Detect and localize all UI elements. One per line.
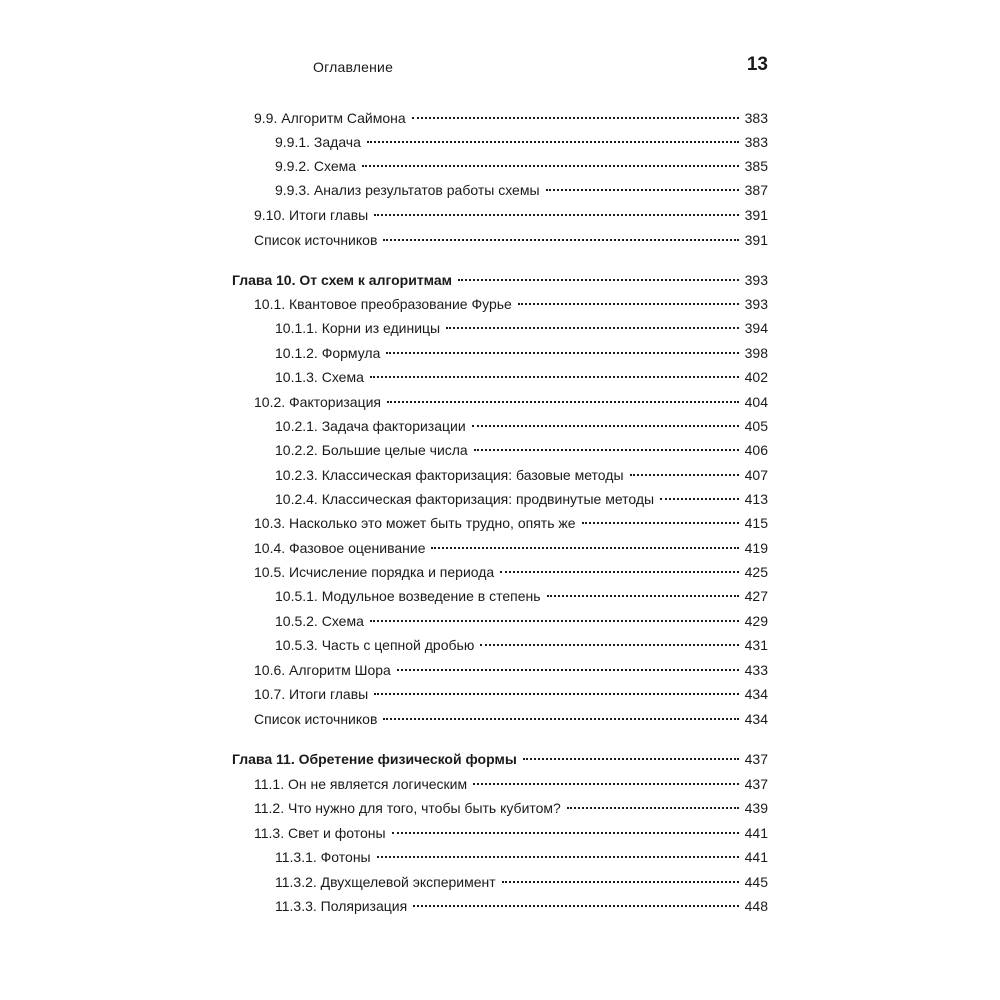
toc-entry-label: 10.1.3. Схема bbox=[275, 369, 364, 385]
dot-leader bbox=[474, 449, 739, 451]
dot-leader bbox=[458, 279, 739, 281]
dot-leader bbox=[412, 117, 739, 119]
toc-entry-page: 437 bbox=[744, 776, 768, 792]
toc-entry-label: 10.5.1. Модульное возведение в степень bbox=[275, 588, 541, 604]
toc-entry bbox=[254, 684, 768, 704]
dot-leader bbox=[383, 239, 738, 241]
dot-leader bbox=[660, 498, 739, 500]
toc-entry-page: 433 bbox=[744, 662, 768, 678]
toc-entry bbox=[254, 108, 768, 128]
toc-entry-label: Список источников bbox=[254, 232, 378, 248]
toc-entry-page: 398 bbox=[744, 345, 768, 361]
toc-entry bbox=[254, 513, 768, 533]
dot-leader bbox=[377, 856, 739, 858]
toc-entry bbox=[275, 635, 768, 655]
toc-entry-page: 391 bbox=[744, 232, 768, 248]
toc-entry-label: 11.3.2. Двухщелевой эксперимент bbox=[275, 874, 496, 890]
toc-entry-label: 11.3.1. Фотоны bbox=[275, 849, 371, 865]
toc-entry-label: 10.5.2. Схема bbox=[275, 613, 364, 629]
dot-leader bbox=[630, 474, 739, 476]
toc-entry bbox=[275, 440, 768, 460]
toc-entry bbox=[275, 847, 768, 867]
toc-entry-page: 413 bbox=[744, 491, 768, 507]
toc-entry bbox=[254, 294, 768, 314]
toc-entry-page: 383 bbox=[744, 110, 768, 126]
dot-leader bbox=[546, 189, 739, 191]
toc-entry-page: 441 bbox=[744, 849, 768, 865]
dot-leader bbox=[582, 522, 739, 524]
toc-entry bbox=[275, 156, 768, 176]
dot-leader bbox=[472, 425, 739, 427]
dot-leader bbox=[370, 376, 739, 378]
toc-entry-label: 9.9.1. Задача bbox=[275, 134, 361, 150]
dot-leader bbox=[567, 807, 739, 809]
toc-entry-page: 427 bbox=[744, 588, 768, 604]
toc-entry-page: 404 bbox=[744, 394, 768, 410]
dot-leader bbox=[367, 141, 739, 143]
toc-entry bbox=[275, 318, 768, 338]
toc-entry bbox=[254, 823, 768, 843]
toc-entry bbox=[275, 896, 768, 916]
toc-entry-page: 441 bbox=[744, 825, 768, 841]
toc-entry-page: 391 bbox=[744, 207, 768, 223]
toc-entry-label: 10.1.1. Корни из единицы bbox=[275, 320, 441, 336]
page-number: 13 bbox=[746, 54, 768, 75]
toc-chapter-entry bbox=[232, 270, 768, 290]
toc-entry bbox=[275, 416, 768, 436]
toc-entry-page: 407 bbox=[744, 467, 768, 483]
toc-entry-page: 406 bbox=[744, 442, 768, 458]
dot-leader bbox=[374, 693, 738, 695]
toc-entry-page: 425 bbox=[744, 564, 768, 580]
dot-leader bbox=[397, 669, 739, 671]
toc-entry-label: Список источников bbox=[254, 711, 378, 727]
dot-leader bbox=[473, 783, 739, 785]
toc-entry-label: 10.6. Алгоритм Шора bbox=[254, 662, 391, 678]
toc-entry-page: 448 bbox=[744, 898, 768, 914]
toc-entry-page: 415 bbox=[744, 515, 768, 531]
toc-entry-label: 10.2.4. Классическая факторизация: продвинутые методы bbox=[275, 491, 655, 507]
toc-entry bbox=[254, 798, 768, 818]
toc-entry-page: 405 bbox=[744, 418, 768, 434]
toc-entry-label: 9.9.2. Схема bbox=[275, 158, 357, 174]
toc-entry-page: 431 bbox=[744, 637, 768, 653]
toc-entry-label: 10.1. Квантовое преобразование Фурье bbox=[254, 296, 512, 312]
dot-leader bbox=[387, 401, 739, 403]
toc-entry bbox=[254, 660, 768, 680]
toc-entry-page: 393 bbox=[744, 296, 768, 312]
toc-entry-page: 387 bbox=[744, 182, 768, 198]
toc-entry-page: 402 bbox=[744, 369, 768, 385]
toc-entry-page: 439 bbox=[744, 800, 768, 816]
toc-entry bbox=[275, 180, 768, 200]
toc-entry-label: 10.5. Исчисление порядка и периода bbox=[254, 564, 495, 580]
toc-entry-label: 10.2.3. Классическая факторизация: базовые методы bbox=[275, 467, 624, 483]
toc-entry-page: 393 bbox=[744, 272, 768, 288]
toc-entry-label: Глава 11. Обретение физической формы bbox=[232, 751, 517, 767]
toc-entry bbox=[275, 611, 768, 631]
toc-entry bbox=[275, 872, 768, 892]
toc-entry-label: 10.3. Насколько это может быть трудно, опять же bbox=[254, 515, 576, 531]
toc-entry-label: 10.1.2. Формула bbox=[275, 345, 381, 361]
toc-entry-label: 9.9. Алгоритм Саймона bbox=[254, 110, 406, 126]
toc-entry bbox=[275, 367, 768, 387]
dot-leader bbox=[431, 547, 738, 549]
running-header-title: Оглавление bbox=[313, 59, 394, 75]
toc-entry bbox=[254, 709, 768, 729]
dot-leader bbox=[392, 832, 739, 834]
toc-entry-page: 437 bbox=[744, 751, 768, 767]
toc-entry-page: 394 bbox=[744, 320, 768, 336]
dot-leader bbox=[362, 165, 739, 167]
toc-entry-label: 11.2. Что нужно для того, чтобы быть кубитом? bbox=[254, 800, 561, 816]
toc-entry-label: 10.2.2. Большие целые числа bbox=[275, 442, 468, 458]
toc-entry bbox=[254, 205, 768, 225]
toc-entry-label: 10.4. Фазовое оценивание bbox=[254, 540, 426, 556]
dot-leader bbox=[518, 303, 739, 305]
dot-leader bbox=[502, 881, 739, 883]
toc-entry bbox=[275, 343, 768, 363]
toc-entry-label: 9.10. Итоги главы bbox=[254, 207, 369, 223]
toc-entry bbox=[254, 774, 768, 794]
toc-entry-page: 434 bbox=[744, 711, 768, 727]
toc-entry-page: 419 bbox=[744, 540, 768, 556]
toc-chapter-entry bbox=[232, 749, 768, 769]
dot-leader bbox=[446, 327, 739, 329]
toc-entry-label: 10.7. Итоги главы bbox=[254, 686, 369, 702]
toc-entry-page: 429 bbox=[744, 613, 768, 629]
dot-leader bbox=[500, 571, 738, 573]
toc-entry bbox=[254, 392, 768, 412]
toc-entry bbox=[254, 562, 768, 582]
toc-entry-label: 10.5.3. Часть с цепной дробью bbox=[275, 637, 475, 653]
toc-entry-label: 11.3.3. Поляризация bbox=[275, 898, 408, 914]
dot-leader bbox=[370, 620, 739, 622]
toc-entry bbox=[275, 489, 768, 509]
toc-entry bbox=[275, 132, 768, 152]
dot-leader bbox=[413, 905, 738, 907]
dot-leader bbox=[547, 595, 739, 597]
toc-entry-label: 10.2.1. Задача факторизации bbox=[275, 418, 466, 434]
toc-entry-page: 445 bbox=[744, 874, 768, 890]
toc-entry bbox=[254, 538, 768, 558]
toc-entry bbox=[275, 586, 768, 606]
toc-entry-label: 9.9.3. Анализ результатов работы схемы bbox=[275, 182, 540, 198]
toc-entry-page: 434 bbox=[744, 686, 768, 702]
dot-leader bbox=[523, 758, 739, 760]
toc-entry-page: 383 bbox=[744, 134, 768, 150]
dot-leader bbox=[480, 644, 738, 646]
toc-entry-label: 10.2. Факторизация bbox=[254, 394, 382, 410]
toc-entry-label: 11.1. Он не является логическим bbox=[254, 776, 468, 792]
toc-entry-label: 11.3. Свет и фотоны bbox=[254, 825, 386, 841]
toc-entry-page: 385 bbox=[744, 158, 768, 174]
dot-leader bbox=[386, 352, 738, 354]
toc-entry bbox=[275, 465, 768, 485]
toc-entry bbox=[254, 230, 768, 250]
dot-leader bbox=[374, 214, 738, 216]
dot-leader bbox=[383, 718, 738, 720]
toc-entry-label: Глава 10. От схем к алгоритмам bbox=[232, 272, 452, 288]
